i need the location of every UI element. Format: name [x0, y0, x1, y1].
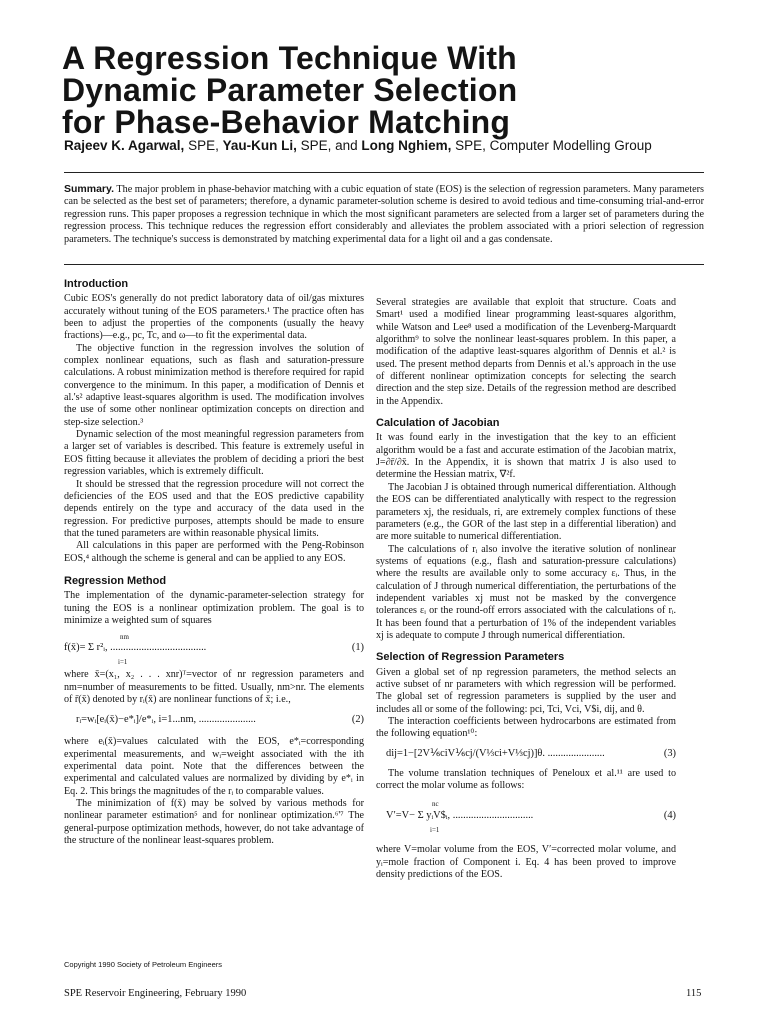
author-2-society: SPE, and [296, 138, 362, 153]
equation-3 [376, 744, 676, 766]
copyright-notice: Copyright 1990 Society of Petroleum Engineers [64, 960, 223, 969]
introduction-heading: Introduction [64, 278, 129, 290]
equation-4 [376, 798, 676, 838]
equation-4-body: V′=V− Σ yᵢV$ᵢ, ............................... [386, 810, 534, 822]
intro-paragraph-4: It should be stressed that the regression procedure will not correct the deficiencies of the EOS used and that the EOS predictive capability depends entirely on the type and accuracy of the data used in the regression. For predictive purposes, attempts should be made to ensure that the tuned parameters are within reasonable physical limits. [64, 478, 364, 539]
equation-1-lower-limit: i=1 [118, 658, 128, 667]
equation-1-number: (1) [351, 642, 364, 654]
right-column [376, 297, 676, 881]
selection-paragraph-4: where V=molar volume from the EOS, V′=corrected molar volume, and yᵢ=mole fraction of Component i. Eq. 4 has been proved to improve density predictions of the EOS. [376, 844, 676, 881]
jacobian-paragraph-1: It was found early in the investigation that the key to an efficient algorithm would be a fast and accurate estimation of the Jacobian matrix, J=∂r̄/∂x̄. In the Appendix, it is shown that matrix J is also used to determine the Hessian matrix, ∇²f. [376, 432, 676, 481]
summary-block [64, 183, 704, 246]
equation-4-lower-limit: i=1 [430, 826, 440, 835]
title-line-1: A Regression Technique With [62, 40, 517, 76]
left-column [64, 278, 364, 847]
equation-1-body: f(x̄)= Σ r²ᵢ, ..................................... [64, 642, 207, 654]
jacobian-paragraph-2: The Jacobian J is obtained through numerical differentiation. Although the EOS can be differentiated analytically with respect to the regression parameters xj, the residuals, ri, are extremely complex functions of these parameters (e.g., the GOR of the last step in a differential liberation) and are more suitable to numerical differentiation. [376, 481, 676, 543]
intro-paragraph-2: The objective function in the regression involves the solution of complex nonlinear equations, such as flash and saturation-pressure calculations. A robust minimization method is therefore required for rapid convergence to the minimum. In this paper, a modification of Dennis et al.'s² adaptive least-squares algorithm is used. The modification involves the use of some other nonlinear optimization concepts on direction and step-size selection.³ [64, 342, 364, 428]
title-line-3: for Phase-Behavior Matching [62, 104, 511, 140]
summary-label: Summary. [64, 183, 114, 195]
selection-paragraph-3: The volume translation techniques of Peneloux et al.¹¹ are used to correct the molar volume as follows: [376, 767, 676, 792]
intro-paragraph-3: Dynamic selection of the most meaningful regression parameters from a larger set of variables is described. This feature is extremely useful in EOS fitting because it alleviates the problem of deciding a priori the best regression variables, which is extremely difficult. [64, 429, 364, 478]
strategies-paragraph: Several strategies are available that exploit that structure. Coats and Smart¹ used a modified linear programming least-squares algorithm, while Watson and Lee⁸ used a modification of the Levenberg-Marquardt algorithm⁹ to solve the nonlinear least-squares problem. In this paper, a modification of the adaptive least-squares algorithm of Dennis et al.² is used. The present method departs from Dennis et al.'s approach in the use of different nonlinear optimization concepts for selecting the search direction and the step size. Details of the regression method are described in the Appendix. [376, 297, 676, 407]
jacobian-paragraph-3: The calculations of rᵢ also involve the iterative solution of nonlinear systems of equations (e.g., flash and saturation-pressure calculations) where the results are available only to some accuracy εᵢ. Thus, in the calculation of J through numerical differentiation, the perturbations of the independent variables xj must not be masked by the convergence tolerances εᵢ or the round-off errors associated with the calculations of rᵢ. It has been found that a perturbation of 1% of the independent variables xj is adequate to compute J through numerical differentiation. [376, 543, 676, 641]
selection-paragraph-1: Given a global set of np regression parameters, the method selects an active subset of nr parameters with which regression will be performed. The global set of regression parameters is supplied by the user and includes all or some of the following: pci, Tci, Vci, V$i, dij, and θ. [376, 666, 676, 715]
author-1: Rajeev K. Agarwal, [64, 138, 185, 153]
regression-paragraph-2: where x̄=(x₁, x₂ . . . xnr)ᵀ=vector of nr regression parameters and nm=number of measurements to be fitted. Usually, nm>nr. The elements of r̄(x̄) denoted by rᵢ(x̄) are nonlinear functions of x̄; i.e., [64, 669, 364, 705]
regression-paragraph-1: The implementation of the dynamic-parameter-selection strategy for tuning the EOS is a nonlinear optimization problem. The goal is to minimize a weighted sum of squares [64, 590, 364, 626]
journal-footer: SPE Reservoir Engineering, February 1990 [64, 988, 247, 999]
equation-4-upper-limit: nc [432, 800, 439, 809]
intro-paragraph-1: Cubic EOS's generally do not predict laboratory data of oil/gas mixtures accurately without tuning of the EOS parameters.¹ The practice often has been to adjust the properties of the components (usually the heavy fractions)—e.g., pc, Tc, and ω—to fit the experimental data. [64, 293, 364, 342]
summary-top-rule [64, 172, 704, 173]
author-line [64, 138, 744, 153]
paper-title [62, 42, 722, 138]
author-1-society: SPE, [184, 138, 223, 153]
equation-2 [64, 710, 364, 732]
author-2: Yau-Kun Li, [222, 138, 297, 153]
regression-paragraph-3: where eᵢ(x̄)=values calculated with the EOS, e*ᵢ=corresponding experimental measurements, and wᵢ=weight associated with the ith experimental data point. Note that the differences between the experimental and calculated values are normalized by dividing by e*ᵢ in Eq. 2. This brings the magnitudes of the rᵢ to comparable values. [64, 736, 364, 797]
page-number: 115 [686, 988, 702, 999]
selection-heading: Selection of Regression Parameters [376, 651, 565, 664]
equation-3-number: (3) [663, 747, 676, 759]
intro-paragraph-5: All calculations in this paper are performed with the Peng-Robinson EOS,⁴ although the scheme is general and can be applied to any EOS. [64, 540, 364, 564]
equation-1-upper-limit: nm [120, 633, 129, 642]
equation-2-number: (2) [351, 714, 364, 726]
title-line-2: Dynamic Parameter Selection [62, 72, 518, 108]
equation-3-body: dij=1−[2V⅙ciV⅙cj/(V⅓ci+V⅓cj)]θ. ...................... [386, 747, 605, 759]
equation-2-body: rᵢ=wᵢ[eᵢ(x̄)−e*ᵢ]/e*ᵢ, i=1...nm, ...................... [76, 714, 256, 726]
selection-paragraph-2: The interaction coefficients between hydrocarbons are estimated from the following equation¹⁰: [376, 716, 676, 740]
summary-text: The major problem in phase-behavior matching with a cubic equation of state (EOS) is the selection of regression parameters. Many parameters can be selected as the best set of parameters; therefore, a dynamic parameter-solution scheme is desired to avoid tedious and time-consuming trial-and-error regression runs. This paper proposes a regression technique in which the most significant parameters are selected from a larger set of parameters during the regression process. This technique reduces the regression effort considerably and alleviates the problem associated with a priori selection of regression parameters. The technique's success is demonstrated by matching experimental data for a light oil and a gas condensate. [64, 184, 704, 245]
jacobian-heading: Calculation of Jacobian [376, 417, 500, 430]
author-3: Long Nghiem, [361, 138, 452, 153]
regression-paragraph-4: The minimization of f(x̄) may be solved by various methods for nonlinear parameter estimation⁵ and for nonlinear optimization.⁶'⁷ The general-purpose optimization methods, however, do not take advantage of the structure of the nonlinear least-squares problem. [64, 798, 364, 847]
author-affiliation: SPE, Computer Modelling Group [451, 138, 652, 153]
equation-4-number: (4) [663, 810, 676, 822]
summary-bottom-rule [64, 264, 704, 265]
equation-1 [64, 631, 364, 669]
regression-method-heading: Regression Method [64, 574, 167, 587]
